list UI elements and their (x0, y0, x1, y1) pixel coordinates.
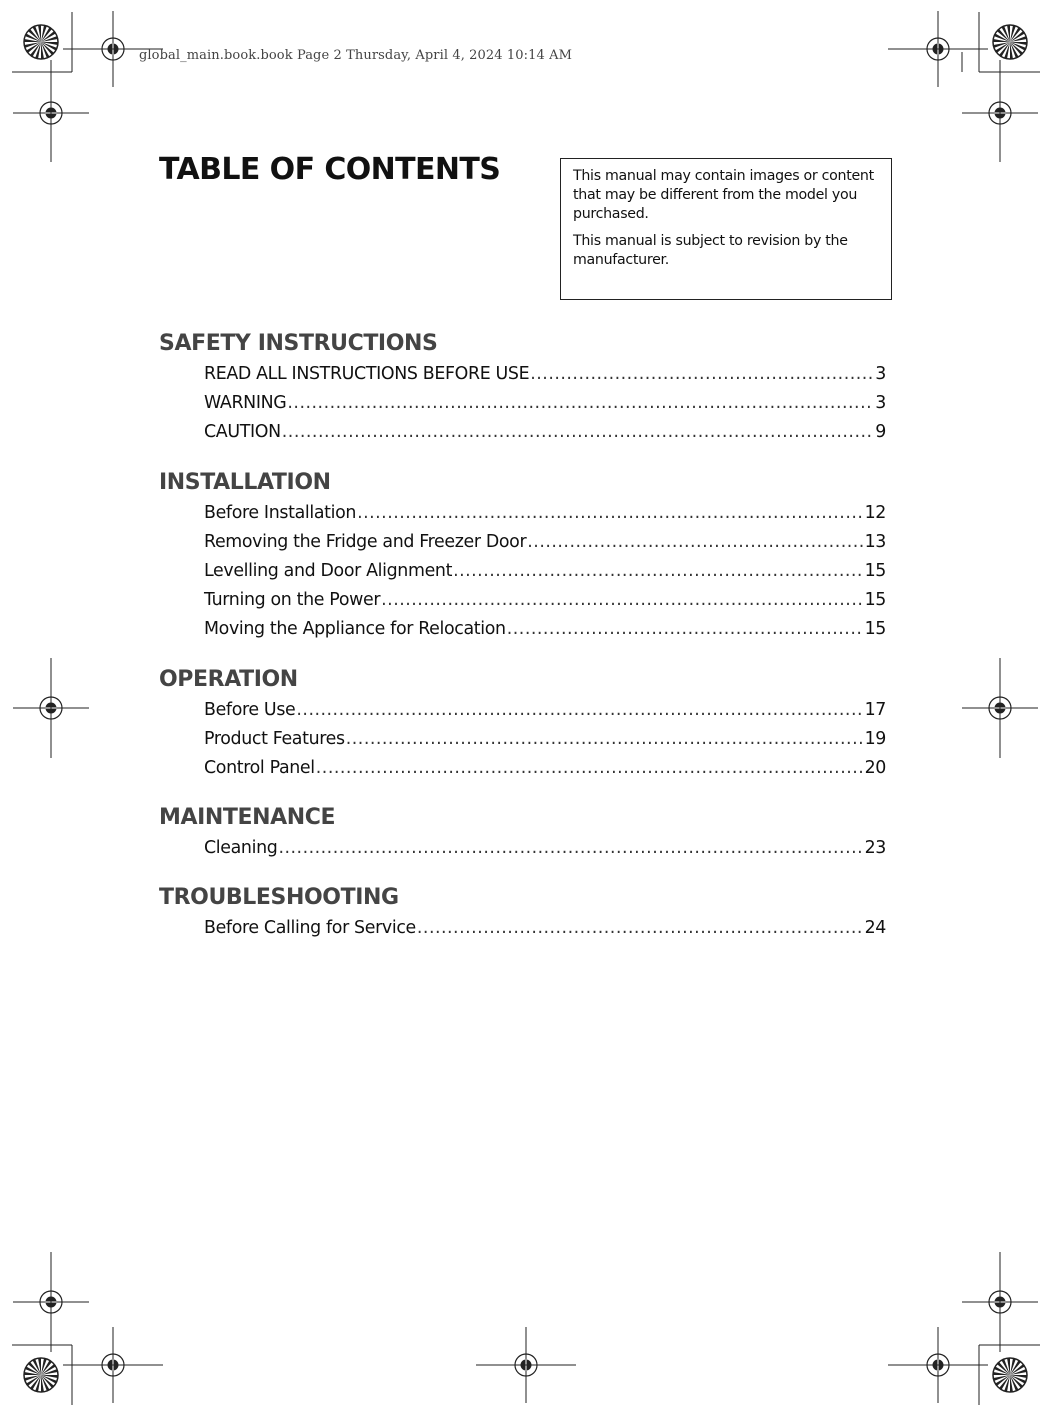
toc-entry[interactable] (204, 557, 886, 586)
section-heading: SAFETY INSTRUCTIONS (159, 331, 438, 356)
starburst-mark (24, 25, 58, 59)
toc-entry-label: Moving the Appliance for Relocation (204, 619, 506, 640)
toc-entry-page: 12 (864, 502, 886, 523)
toc-entry-label: CAUTION (204, 422, 281, 443)
toc-entry[interactable] (204, 389, 886, 418)
toc-entry-label: Cleaning (204, 838, 278, 859)
toc-entry-page: 9 (875, 422, 886, 443)
toc-entry-page: 20 (864, 757, 886, 778)
toc-entry-label: WARNING (204, 393, 287, 414)
toc-entry[interactable] (204, 418, 886, 447)
toc-entry-page: 23 (864, 838, 886, 859)
toc-section-safety (159, 328, 886, 448)
toc-entry[interactable] (204, 360, 886, 389)
toc-entry-page: 17 (864, 699, 886, 720)
notice-box (560, 158, 892, 300)
print-header: global_main.book.book Page 2 Thursday, April 4, 2024 10:14 AM (139, 48, 572, 63)
dot-leader (278, 834, 863, 863)
toc-entry[interactable] (204, 615, 886, 644)
toc-entry-label: Product Features (204, 728, 345, 749)
toc-section-troubleshooting (159, 882, 886, 943)
toc-entry[interactable] (204, 528, 886, 557)
starburst-mark (993, 1358, 1027, 1392)
dot-leader (316, 754, 864, 783)
dot-leader (453, 557, 864, 586)
toc-entry-page: 24 (864, 918, 886, 939)
starburst-mark (24, 1358, 58, 1392)
toc-entry-page: 13 (864, 531, 886, 552)
section-heading: OPERATION (159, 666, 298, 692)
page-title: TABLE OF CONTENTS (159, 152, 501, 187)
toc-entry-page: 15 (864, 590, 886, 611)
toc-entry-label: Control Panel (204, 757, 315, 778)
toc-entry-page: 15 (864, 619, 886, 640)
section-heading: MAINTENANCE (159, 805, 336, 831)
toc-entry-label: Before Use (204, 699, 296, 720)
toc-section-operation (159, 664, 886, 784)
dot-leader (357, 499, 864, 528)
toc-entry-page: 19 (864, 728, 886, 749)
toc-entry-label: Levelling and Door Alignment (204, 560, 453, 581)
dot-leader (527, 528, 863, 557)
section-heading: TROUBLESHOOTING (159, 885, 399, 911)
toc-entry[interactable] (204, 754, 886, 783)
section-heading: INSTALLATION (159, 469, 331, 495)
toc-entry-label: Before Calling for Service (204, 918, 416, 939)
toc-entry[interactable] (204, 586, 886, 615)
toc-section-maintenance (159, 802, 886, 863)
toc-entry-label: Before Installation (204, 502, 357, 523)
toc-entry[interactable] (204, 914, 886, 943)
toc-entry-page: 15 (864, 560, 886, 581)
toc-entry[interactable] (204, 499, 886, 528)
dot-leader (417, 914, 864, 943)
toc-entry-label: Removing the Fridge and Freezer Door (204, 531, 527, 552)
toc-section-installation (159, 467, 886, 645)
dot-leader (287, 389, 874, 418)
toc-entry-label: Turning on the Power (204, 590, 381, 611)
starburst-mark (993, 25, 1027, 59)
dot-leader (282, 418, 875, 447)
dot-leader (507, 615, 864, 644)
toc-entry[interactable] (204, 834, 886, 863)
toc-entry-page: 3 (875, 364, 886, 384)
dot-leader (530, 360, 874, 389)
dot-leader (296, 696, 863, 725)
table-of-contents (159, 328, 886, 962)
toc-entry-label: READ ALL INSTRUCTIONS BEFORE USE (204, 364, 530, 384)
dot-leader (381, 586, 863, 615)
dot-leader (346, 725, 864, 754)
toc-entry[interactable] (204, 725, 886, 754)
notice-text: This manual may contain images or content that may be different from the model you purchased. (573, 168, 874, 222)
toc-entry-page: 3 (875, 393, 886, 414)
notice-text: This manual is subject to revision by the manufacturer. (573, 233, 848, 268)
toc-entry[interactable] (204, 696, 886, 725)
